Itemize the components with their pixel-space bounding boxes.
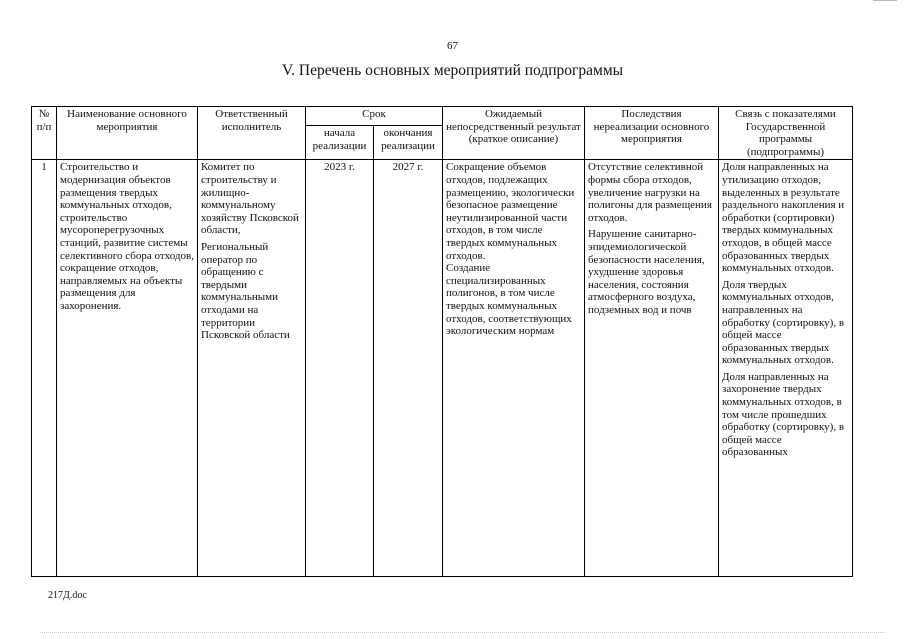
link-paragraph: Доля направленных на захоронение твердых коммунальных отходов, в том числе прошедших обработку (сортировку), в общей массе образованных (722, 370, 845, 459)
cell-link (719, 160, 853, 577)
consequences-paragraph: Нарушение санитарно-эпидемиологической безопасности населения, ухудшение здоровья населения, состояния атмосферного воздуха, подземных вод и почв (588, 228, 705, 316)
footer-filename: 217Д.doc (48, 590, 87, 601)
measures-table (31, 106, 853, 577)
header-end: окончания реализации (374, 126, 443, 160)
cell-end: 2027 г. (374, 160, 443, 577)
header-num: № п/п (32, 107, 57, 160)
executor-paragraph: Региональный оператор по обращению с твердыми коммунальными отходами на территории Псковской области (201, 240, 290, 342)
page-number: 67 (447, 40, 458, 52)
executor-paragraph: Комитет по строительству и жилищно-коммунальному хозяйству Псковской области, (201, 161, 299, 237)
header-row (32, 107, 853, 126)
header-consequences: Последствия нереализации основного мероприятия (585, 107, 719, 160)
cell-executor (198, 160, 306, 577)
cell-result (443, 160, 585, 577)
table-row (32, 160, 853, 577)
header-result: Ожидаемый непосредственный результат (краткое описание) (443, 107, 585, 160)
cell-consequences (585, 160, 719, 577)
cell-num: 1 (32, 160, 57, 577)
cell-name: Строительство и модернизация объектов размещения твердых коммунальных отходов, строительство мусороперегрузочных станций, развитие системы селективного сбора отходов, сокращение отходов, направляемых на объекты размещения для захоронения. (57, 160, 198, 577)
scan-border (40, 632, 885, 633)
link-paragraph: Доля твердых коммунальных отходов, направленных на обработку (сортировку), в общей массе образованных твердых коммунальных отходов. (722, 278, 845, 367)
header-link: Связь с показателями Государственной программы (подпрограммы) (719, 107, 853, 160)
header-name: Наименование основного мероприятия (57, 107, 198, 160)
page-title: V. Перечень основных мероприятий подпрограммы (281, 62, 624, 79)
consequences-paragraph: Отсутствие селективной формы сбора отходов, увеличение нагрузки на полигоны для размещения отходов. (588, 161, 712, 224)
result-paragraph: Сокращение объемов отходов, подлежащих размещению, экологически безопасное размещение неутилизированной части отходов, в том числе твердых коммунальных отходов. (446, 161, 575, 262)
header-term: Срок (306, 107, 443, 126)
scan-mark (873, 0, 897, 1)
header-executor: Ответственный исполнитель (198, 107, 306, 160)
header-start: начала реализации (306, 126, 374, 160)
link-paragraph: Доля направленных на утилизацию отходов, выделенных в результате раздельного накопления и обработки (сортировки) твердых коммунальных отходов, в общей массе образованных твердых коммунальных отходов. (722, 161, 845, 275)
result-paragraph: Создание специализированных полигонов, в том числе твердых коммунальных отходов, соответствующих экологическим нормам (446, 262, 572, 338)
cell-start: 2023 г. (306, 160, 374, 577)
